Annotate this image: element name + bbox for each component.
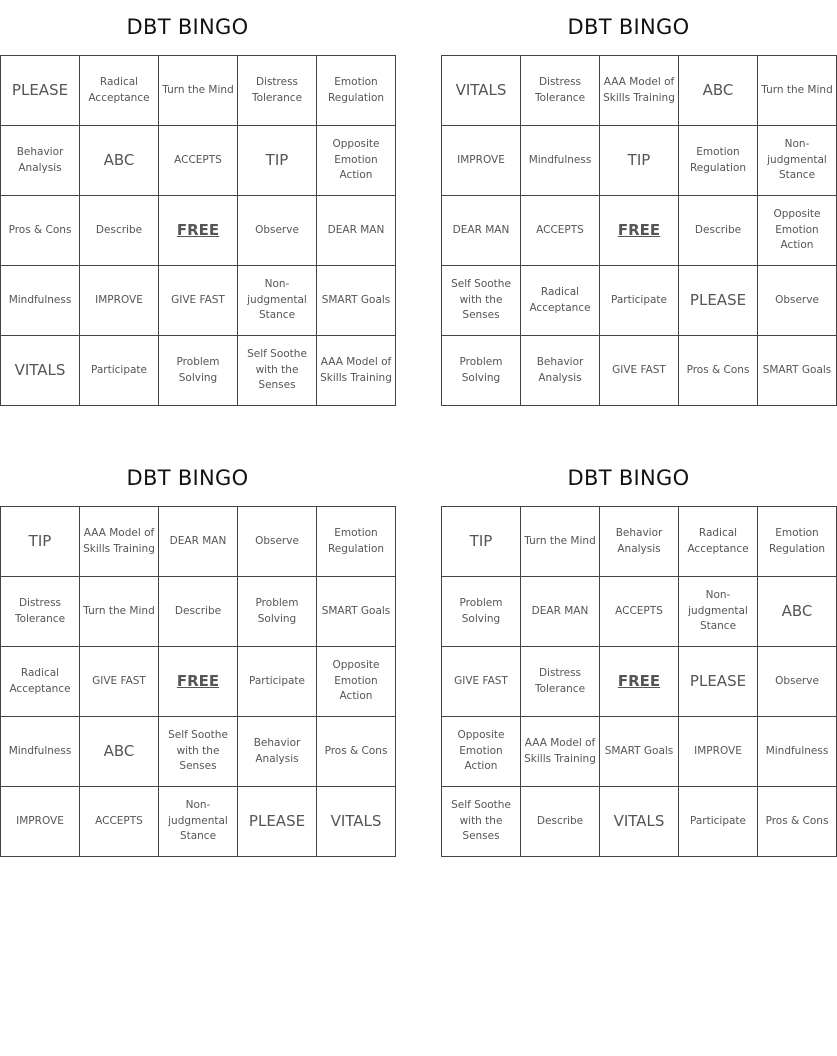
bingo-cell[interactable]: VITALS — [317, 787, 396, 857]
grid-row — [1, 787, 396, 857]
bingo-cell[interactable]: Describe — [521, 787, 600, 857]
grid-row — [1, 647, 396, 717]
bingo-cell[interactable]: Self Soothe with the Senses — [442, 787, 521, 857]
grid-row — [442, 647, 837, 717]
bingo-cell[interactable]: Problem Solving — [442, 336, 521, 406]
bingo-cell[interactable]: Mindfulness — [521, 126, 600, 196]
bingo-cell[interactable]: DEAR MAN — [442, 196, 521, 266]
bingo-card-2 — [441, 0, 833, 406]
bingo-cell[interactable]: Behavior Analysis — [238, 717, 317, 787]
bingo-cell[interactable]: Distress Tolerance — [521, 647, 600, 717]
bingo-cell[interactable]: Participate — [679, 787, 758, 857]
free-space-cell[interactable]: FREE — [159, 647, 238, 717]
bingo-cell[interactable]: Radical Acceptance — [521, 266, 600, 336]
grid-row — [1, 266, 396, 336]
bingo-cell[interactable]: Non-judgmental Stance — [758, 126, 837, 196]
grid-row — [442, 196, 837, 266]
free-space-cell[interactable]: FREE — [600, 647, 679, 717]
bingo-cell[interactable]: Distress Tolerance — [238, 56, 317, 126]
bingo-cell[interactable]: Observe — [238, 507, 317, 577]
bingo-cell[interactable]: Describe — [679, 196, 758, 266]
bingo-cell[interactable]: Emotion Regulation — [317, 507, 396, 577]
free-space-cell[interactable]: FREE — [159, 196, 238, 266]
bingo-cell[interactable]: Problem Solving — [238, 577, 317, 647]
bingo-cell[interactable]: Radical Acceptance — [80, 56, 159, 126]
bingo-cell[interactable]: Describe — [80, 196, 159, 266]
bingo-cell[interactable]: SMART Goals — [317, 266, 396, 336]
bingo-cell[interactable]: Pros & Cons — [317, 717, 396, 787]
bingo-cell[interactable]: DEAR MAN — [521, 577, 600, 647]
grid-row — [442, 336, 837, 406]
bingo-cell[interactable]: PLEASE — [679, 266, 758, 336]
bingo-cell[interactable]: Turn the Mind — [80, 577, 159, 647]
bingo-card-1 — [0, 0, 392, 406]
bingo-cell[interactable]: GIVE FAST — [159, 266, 238, 336]
bingo-cell[interactable]: Self Soothe with the Senses — [159, 717, 238, 787]
bingo-cell[interactable]: Radical Acceptance — [1, 647, 80, 717]
bingo-cell[interactable]: DEAR MAN — [159, 507, 238, 577]
bingo-cell[interactable]: IMPROVE — [80, 266, 159, 336]
bingo-cell[interactable]: ACCEPTS — [80, 787, 159, 857]
bingo-cell[interactable]: Self Soothe with the Senses — [238, 336, 317, 406]
bingo-cell[interactable]: Behavior Analysis — [1, 126, 80, 196]
bingo-cell[interactable]: Non-judgmental Stance — [159, 787, 238, 857]
bingo-cell[interactable]: Turn the Mind — [758, 56, 837, 126]
bingo-cell[interactable]: ACCEPTS — [521, 196, 600, 266]
bingo-cell[interactable]: Observe — [758, 266, 837, 336]
bingo-cell[interactable]: Observe — [238, 196, 317, 266]
bingo-cell[interactable]: Opposite Emotion Action — [758, 196, 837, 266]
bingo-card-4 — [441, 451, 829, 857]
bingo-cell[interactable]: Problem Solving — [159, 336, 238, 406]
bingo-cell[interactable]: Pros & Cons — [679, 336, 758, 406]
bingo-cell[interactable]: TIP — [600, 126, 679, 196]
grid-row — [1, 56, 396, 126]
bingo-grid — [0, 506, 396, 857]
bingo-cell[interactable]: TIP — [238, 126, 317, 196]
bingo-cell[interactable]: VITALS — [1, 336, 80, 406]
bingo-cell[interactable]: Opposite Emotion Action — [442, 717, 521, 787]
bingo-cell[interactable]: GIVE FAST — [80, 647, 159, 717]
bingo-cell[interactable]: SMART Goals — [758, 336, 837, 406]
bingo-cell[interactable]: IMPROVE — [442, 126, 521, 196]
bingo-grid — [441, 55, 837, 406]
grid-row — [442, 717, 837, 787]
bingo-cell[interactable]: AAA Model of Skills Training — [600, 56, 679, 126]
bingo-cell[interactable]: AAA Model of Skills Training — [80, 507, 159, 577]
bingo-cell[interactable]: ACCEPTS — [159, 126, 238, 196]
bingo-cell[interactable]: Mindfulness — [1, 717, 80, 787]
bingo-cell[interactable]: ABC — [80, 126, 159, 196]
bingo-cell[interactable]: TIP — [442, 507, 521, 577]
bingo-cell[interactable]: Observe — [758, 647, 837, 717]
bingo-cell[interactable]: Emotion Regulation — [679, 126, 758, 196]
grid-row — [1, 126, 396, 196]
grid-row — [1, 196, 396, 266]
grid-row — [442, 126, 837, 196]
bingo-grid — [0, 55, 396, 406]
bingo-cell[interactable]: Non-judgmental Stance — [238, 266, 317, 336]
grid-row — [1, 717, 396, 787]
bingo-cell[interactable]: VITALS — [442, 56, 521, 126]
grid-row — [442, 507, 837, 577]
bingo-cell[interactable]: Participate — [600, 266, 679, 336]
bingo-cell[interactable]: ABC — [80, 717, 159, 787]
bingo-cell[interactable]: Problem Solving — [442, 577, 521, 647]
bingo-cell[interactable]: Participate — [238, 647, 317, 717]
card-title: DBT BINGO — [567, 15, 690, 39]
bingo-cell[interactable]: Pros & Cons — [758, 787, 837, 857]
bingo-card-3 — [0, 451, 391, 857]
bingo-cell[interactable]: PLEASE — [679, 647, 758, 717]
bingo-cell[interactable]: Behavior Analysis — [600, 507, 679, 577]
grid-row — [1, 507, 396, 577]
bingo-cell[interactable]: Radical Acceptance — [679, 507, 758, 577]
bingo-cell[interactable]: Behavior Analysis — [521, 336, 600, 406]
bingo-cell[interactable]: AAA Model of Skills Training — [317, 336, 396, 406]
bingo-cell[interactable]: Pros & Cons — [1, 196, 80, 266]
bingo-grid — [441, 506, 837, 857]
bingo-cell[interactable]: PLEASE — [238, 787, 317, 857]
bingo-cell[interactable]: Describe — [159, 577, 238, 647]
bingo-cell[interactable]: Self Soothe with the Senses — [442, 266, 521, 336]
bingo-cell[interactable]: SMART Goals — [317, 577, 396, 647]
bingo-cell[interactable]: ACCEPTS — [600, 577, 679, 647]
bingo-cell[interactable]: IMPROVE — [679, 717, 758, 787]
bingo-cell[interactable]: Emotion Regulation — [758, 507, 837, 577]
bingo-cell[interactable]: Participate — [80, 336, 159, 406]
grid-row — [442, 56, 837, 126]
grid-row — [1, 336, 396, 406]
free-space-cell[interactable]: FREE — [600, 196, 679, 266]
bingo-cell[interactable]: DEAR MAN — [317, 196, 396, 266]
bingo-cell[interactable]: Opposite Emotion Action — [317, 647, 396, 717]
bingo-cell[interactable]: AAA Model of Skills Training — [521, 717, 600, 787]
grid-row — [1, 577, 396, 647]
card-title: DBT BINGO — [567, 466, 690, 490]
bingo-cell[interactable]: IMPROVE — [1, 787, 80, 857]
card-title: DBT BINGO — [126, 466, 249, 490]
bingo-cell[interactable]: Emotion Regulation — [317, 56, 396, 126]
bingo-cell[interactable]: Distress Tolerance — [521, 56, 600, 126]
grid-row — [442, 787, 837, 857]
card-title: DBT BINGO — [126, 15, 249, 39]
grid-row — [442, 266, 837, 336]
bingo-cell[interactable]: Turn the Mind — [159, 56, 238, 126]
bingo-cell[interactable]: VITALS — [600, 787, 679, 857]
bingo-cell[interactable]: ABC — [758, 577, 837, 647]
bingo-cell[interactable]: Mindfulness — [758, 717, 837, 787]
bingo-cell[interactable]: Mindfulness — [1, 266, 80, 336]
bingo-cell[interactable]: SMART Goals — [600, 717, 679, 787]
bingo-cell[interactable]: GIVE FAST — [442, 647, 521, 717]
bingo-cell[interactable]: TIP — [1, 507, 80, 577]
bingo-cell[interactable]: Turn the Mind — [521, 507, 600, 577]
grid-row — [442, 577, 837, 647]
bingo-cell[interactable]: Distress Tolerance — [1, 577, 80, 647]
bingo-cell[interactable]: Opposite Emotion Action — [317, 126, 396, 196]
bingo-cell[interactable]: PLEASE — [1, 56, 80, 126]
bingo-cell[interactable]: GIVE FAST — [600, 336, 679, 406]
bingo-cell[interactable]: Non-judgmental Stance — [679, 577, 758, 647]
bingo-cell[interactable]: ABC — [679, 56, 758, 126]
